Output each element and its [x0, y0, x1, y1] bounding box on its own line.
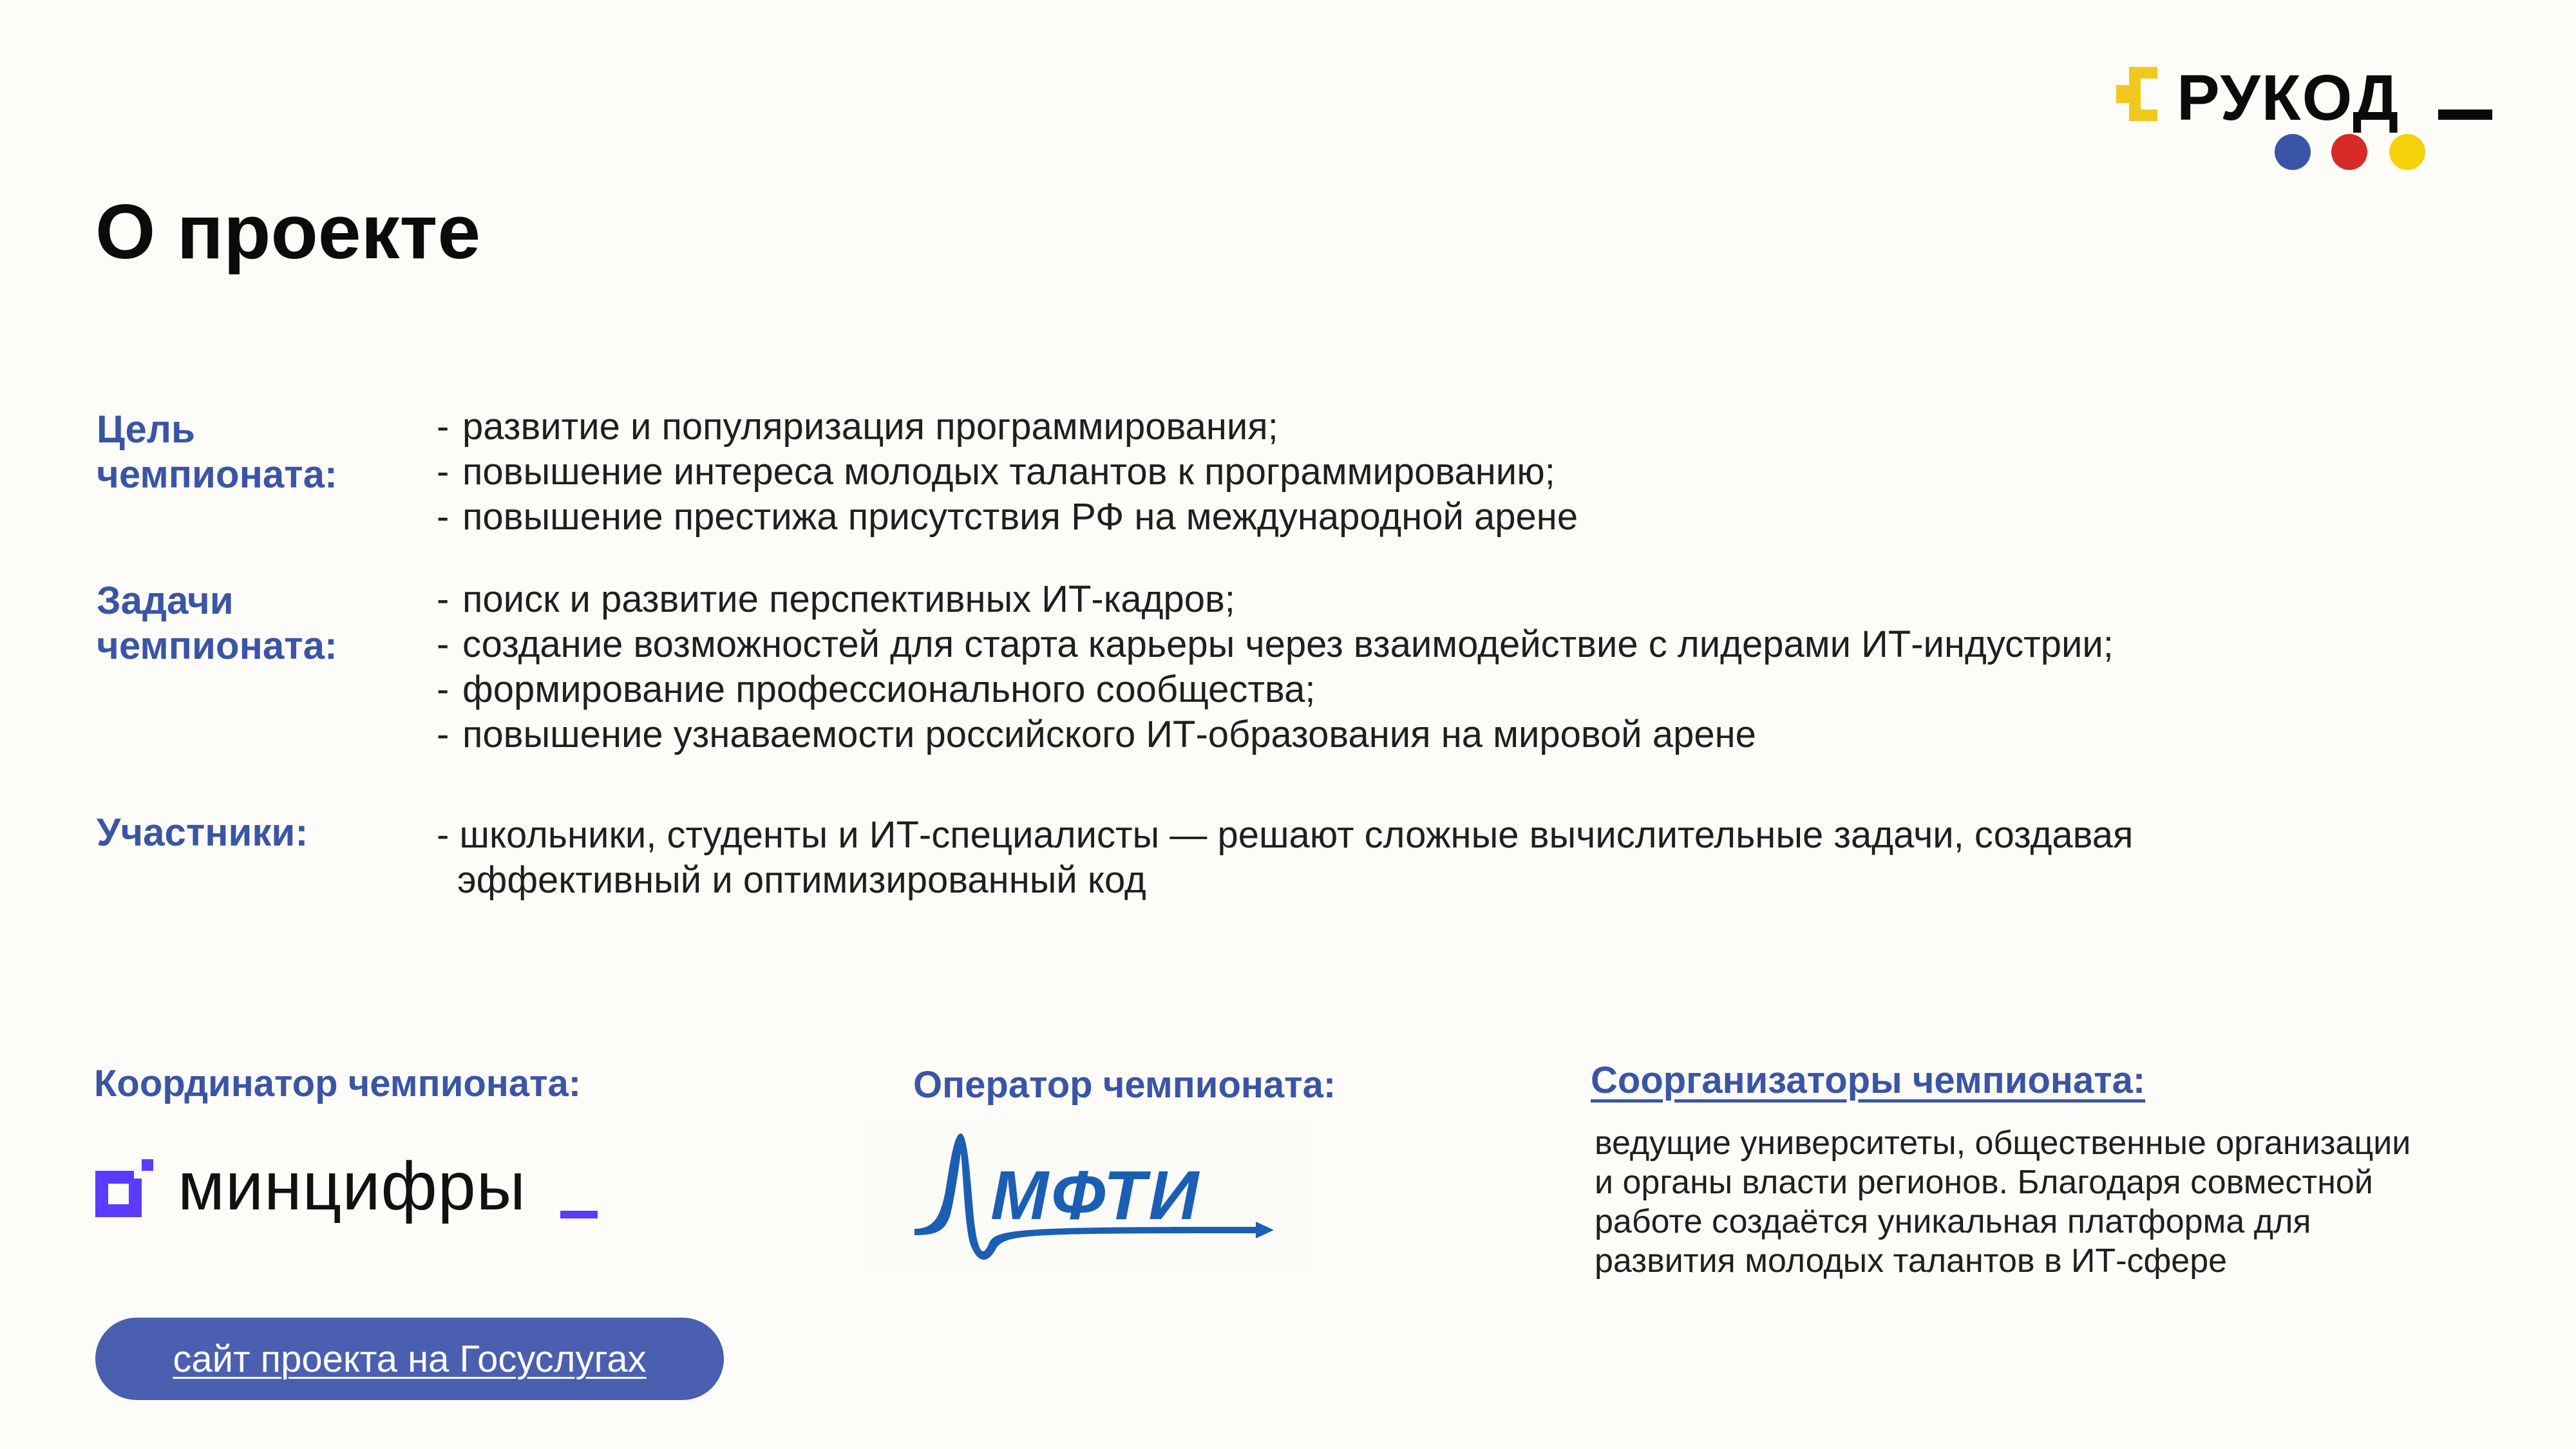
coorganizers-line: развития молодых талантов в ИТ-сфере — [1595, 1242, 2228, 1280]
coordinator-heading: Координатор чемпионата: — [94, 1063, 582, 1104]
gosuslugi-site-label: сайт проекта на Госуслугах — [173, 1338, 647, 1380]
participants-line1: - школьники, студенты и ИТ-специалисты — решают сложные вычислительные задачи, создавая — [437, 814, 2134, 856]
goal-label-line2: чемпионата: — [97, 453, 337, 496]
brand-dots — [2275, 134, 2442, 173]
goal-list — [437, 404, 1578, 540]
mincifry-logo — [95, 1148, 585, 1230]
list-item: - повышение престижа присутствия РФ на международной арене — [437, 496, 1578, 538]
goal-label-line1: Цель — [97, 408, 195, 451]
coorganizers-line: работе создаётся уникальная платформа для — [1595, 1203, 2311, 1240]
coorganizers-heading: Соорганизаторы чемпионата: — [1591, 1059, 2146, 1101]
list-item: - поиск и развитие перспективных ИТ-кадров; — [437, 578, 1235, 620]
brand-underscore — [2438, 109, 2492, 120]
mfti-text: МФТИ — [990, 1156, 1202, 1234]
list-item: - повышение узнаваемости российского ИТ-образования на мировой арене — [437, 714, 1756, 755]
list-item: - создание возможностей для старта карьеры через взаимодействие с лидерами ИТ-индустрии; — [437, 623, 2114, 665]
operator-heading: Оператор чемпионата: — [913, 1064, 1336, 1106]
participants-line2: эффективный и оптимизированный код — [457, 859, 1146, 901]
bracket-icon — [2116, 67, 2157, 121]
red-dot — [2331, 134, 2367, 170]
brand-name: РУКОД — [2177, 62, 2400, 134]
blue-dot — [2275, 134, 2311, 170]
list-item: - повышение интереса молодых талантов к программированию; — [437, 451, 1555, 493]
tasks-label — [97, 578, 337, 668]
coorganizers-line: ведущие университеты, общественные организации — [1595, 1124, 2411, 1162]
tasks-list — [437, 577, 2114, 757]
list-item: - развитие и популяризация программирования; — [437, 406, 1278, 448]
tasks-label-line2: чемпионата: — [97, 624, 337, 667]
goal-label — [97, 407, 337, 497]
tasks-label-line1: Задачи — [97, 579, 234, 622]
list-item: - формирование профессионального сообщества; — [437, 668, 1316, 710]
coorganizers-line: и органы власти регионов. Благодаря совместной — [1595, 1164, 2373, 1201]
coorganizers-description — [1595, 1124, 2528, 1281]
gosuslugi-site-button[interactable] — [95, 1318, 724, 1400]
mfti-logo — [869, 1121, 1307, 1275]
yellow-dot — [2389, 134, 2425, 170]
mincifry-text: минцифры — [178, 1148, 526, 1224]
rukod-logo — [2106, 58, 2492, 174]
participants-label: Участники: — [97, 811, 308, 854]
mincifry-mark-icon — [95, 1159, 153, 1217]
participants-text — [437, 813, 2433, 903]
page-title: О проекте — [95, 189, 481, 275]
mincifry-underscore — [560, 1211, 598, 1218]
